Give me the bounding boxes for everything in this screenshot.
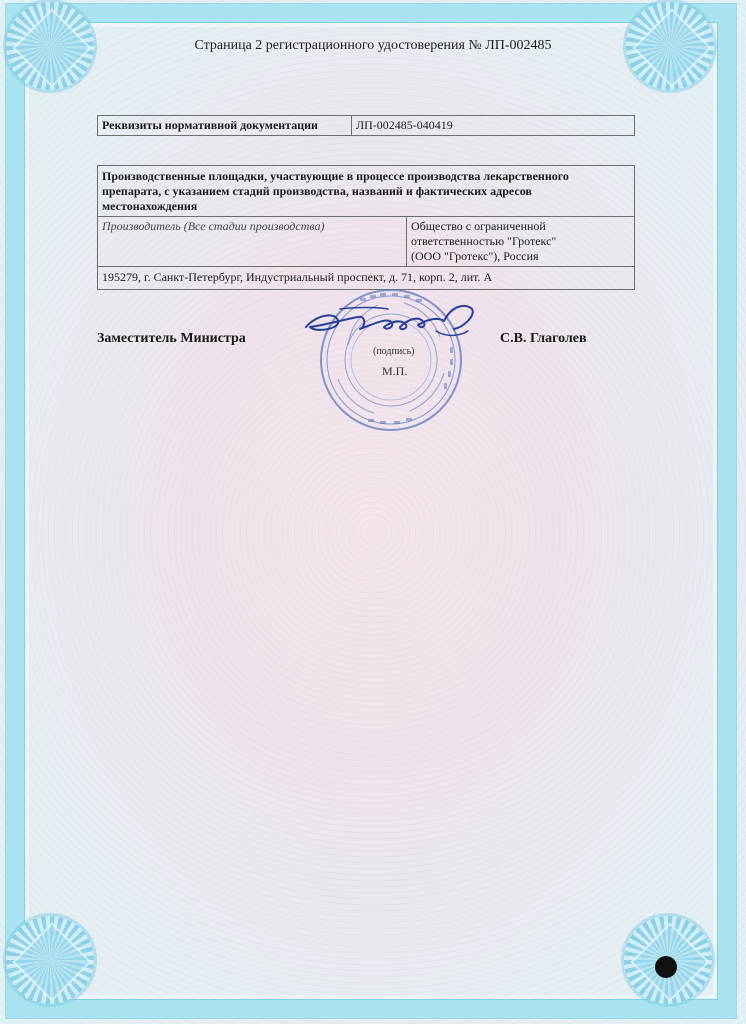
signatory-position: Заместитель Министра <box>97 331 246 346</box>
requisites-value: ЛП-002485-040419 <box>352 116 635 136</box>
table-row <box>98 116 635 136</box>
decorative-border <box>6 4 736 1018</box>
requisites-table <box>97 115 635 136</box>
production-sites-heading: Производственные площадки, участвующие в процессе производства лекарственного препарата, с указанием стадий производства, названий и фактических адресов местонахождения <box>98 166 635 217</box>
company-line: (ООО "Гротекс"), Россия <box>411 249 539 263</box>
table-row <box>98 217 635 267</box>
production-stage: Производитель (Все стадии производства) <box>98 217 407 267</box>
production-sites-table <box>97 165 635 290</box>
company-line: ответственностью "Гротекс" <box>411 234 557 248</box>
punch-hole <box>655 956 677 978</box>
site-address: 195279, г. Санкт-Петербург, Индустриальный проспект, д. 71, корп. 2, лит. А <box>98 267 635 290</box>
page-title: Страница 2 регистрационного удостоверения № ЛП-002485 <box>194 38 552 53</box>
manufacturer-company <box>407 217 635 267</box>
company-line: Общество с ограниченной <box>411 219 546 233</box>
table-row <box>98 166 635 217</box>
seal-label: М.П. <box>382 364 408 378</box>
handwritten-signature-icon <box>296 297 486 347</box>
signatory-name: С.В. Глаголев <box>500 331 587 346</box>
corner-rosette-bottom-left <box>6 916 94 1004</box>
signature-caption: (подпись) <box>373 346 415 357</box>
requisites-label: Реквизиты нормативной документации <box>98 116 352 136</box>
